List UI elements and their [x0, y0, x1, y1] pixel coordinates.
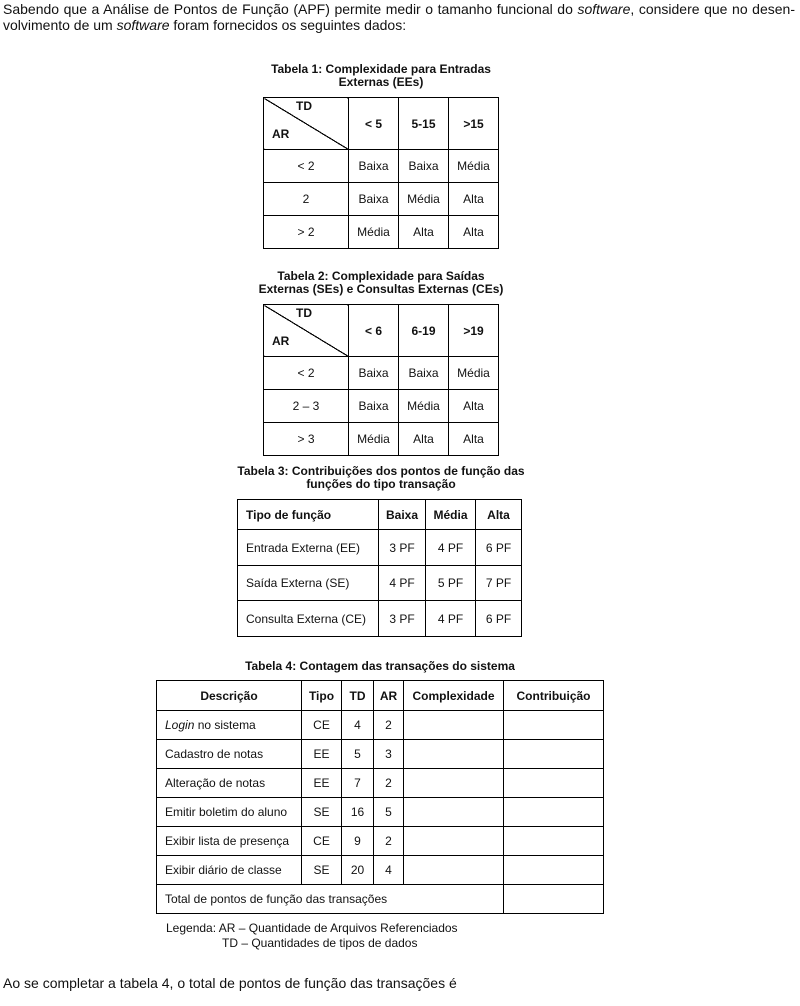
- table2-cell: Alta: [399, 423, 449, 456]
- table4-desc-text: Alteração de notas: [165, 776, 266, 790]
- table1-row: [264, 183, 499, 216]
- table3-cell: 3 PF: [379, 601, 426, 637]
- table4-cell-contribuicao: [504, 769, 604, 798]
- table2-row: [264, 390, 499, 423]
- table4-cell-descricao: [157, 740, 302, 769]
- table3-header: Baixa: [379, 500, 426, 530]
- table2-corner-ar: AR: [272, 334, 290, 348]
- table4-total-label: Total de pontos de função das transações: [157, 885, 504, 914]
- table4-header: Contribuição: [504, 681, 604, 711]
- table4-cell-tipo: EE: [302, 769, 342, 798]
- intro-text-3: foram fornecidos os seguintes dados:: [169, 17, 407, 33]
- intro-italic-software-1: software: [577, 1, 631, 17]
- table4-desc-text: no sistema: [194, 718, 256, 732]
- table2-cell: Baixa: [399, 357, 449, 390]
- table4-desc-text: Exibir lista de presença: [165, 834, 290, 848]
- table4-row: [157, 827, 604, 856]
- table2-col-header: 6-19: [399, 305, 449, 357]
- table1-cell: Alta: [449, 216, 499, 249]
- table3-cell-tipo: Consulta Externa (CE): [238, 601, 379, 637]
- table4-caption: Tabela 4: Contagem das transações do sistema: [245, 659, 515, 673]
- table1-cell: Média: [399, 183, 449, 216]
- table2-col-header: >19: [449, 305, 499, 357]
- table3-caption-line2: funções do tipo transação: [306, 477, 456, 491]
- table4-cell-ar: 2: [374, 827, 404, 856]
- table4-desc-text: Emitir boletim do aluno: [165, 805, 288, 819]
- table4-cell-ar: 2: [374, 769, 404, 798]
- table3-caption-line1: Tabela 3: Contribuições dos pontos de função das: [237, 464, 525, 478]
- table2-caption-line2: Externas (SEs) e Consultas Externas (CEs): [258, 282, 504, 296]
- table3-cell: 6 PF: [476, 601, 522, 637]
- table4-cell-ar: 2: [374, 711, 404, 740]
- table4-header: TD: [342, 681, 374, 711]
- question-text: Ao se completar a tabela 4, o total de pontos de função das transações é: [3, 975, 457, 991]
- table4-cell-ar: 3: [374, 740, 404, 769]
- table4-desc-italic: Login: [165, 718, 195, 732]
- table2-row-ar: > 3: [264, 423, 349, 456]
- table4-header: Tipo: [302, 681, 342, 711]
- table2-cell: Baixa: [349, 390, 399, 423]
- table1-corner-ar: AR: [272, 127, 290, 141]
- table3-header: Média: [426, 500, 476, 530]
- table4-cell-contribuicao: [504, 798, 604, 827]
- table1-row-ar: > 2: [264, 216, 349, 249]
- table4-cell-tipo: SE: [302, 798, 342, 827]
- table4-cell-complexidade: [404, 769, 504, 798]
- table2-cell: Baixa: [349, 357, 399, 390]
- table4-cell-complexidade: [404, 856, 504, 885]
- table3-row: [238, 601, 522, 637]
- table4-total-row: [157, 885, 604, 914]
- table2-row: [264, 357, 499, 390]
- table1: [263, 97, 499, 249]
- table4-cell-descricao: [157, 856, 302, 885]
- table4-cell-td: 7: [342, 769, 374, 798]
- table4-row: [157, 711, 604, 740]
- legend-line1: Legenda: AR – Quantidade de Arquivos Referenciados: [166, 921, 458, 935]
- table2-row-ar: < 2: [264, 357, 349, 390]
- table1-row: [264, 150, 499, 183]
- table4-cell-td: 20: [342, 856, 374, 885]
- table4-desc-text: Exibir diário de classe: [165, 863, 282, 877]
- table4-cell-descricao: [157, 769, 302, 798]
- table4-row: [157, 740, 604, 769]
- table3-row: [238, 566, 522, 601]
- table1-cell: Alta: [449, 183, 499, 216]
- table4-cell-td: 4: [342, 711, 374, 740]
- table3-header: Alta: [476, 500, 522, 530]
- intro-text-1: Sabendo que a Análise de Pontos de Função (APF) permite medir o tamanho funcional do: [3, 1, 578, 17]
- table4-cell-complexidade: [404, 798, 504, 827]
- table4-cell-descricao: [157, 827, 302, 856]
- table4-row: [157, 856, 604, 885]
- table4-cell-ar: 5: [374, 798, 404, 827]
- table1-cell: Baixa: [349, 150, 399, 183]
- table3-caption: [236, 465, 526, 491]
- intro-text-2: , considere que no desen- volvimento de um: [3, 1, 795, 33]
- table4-cell-complexidade: [404, 827, 504, 856]
- table4-cell-td: 5: [342, 740, 374, 769]
- table4-cell-td: 9: [342, 827, 374, 856]
- table4-total-value: [504, 885, 604, 914]
- intro-paragraph: [3, 1, 795, 33]
- table4-cell-tipo: EE: [302, 740, 342, 769]
- table2-cell: Alta: [449, 423, 499, 456]
- table3: [237, 499, 522, 637]
- table2-corner-cell: [264, 305, 349, 357]
- table1-corner-td: TD: [296, 99, 312, 113]
- table4-cell-descricao: [157, 798, 302, 827]
- table4-header: Descrição: [157, 681, 302, 711]
- table3-cell: 4 PF: [426, 530, 476, 566]
- table3-row: [238, 530, 522, 566]
- table2-cell: Média: [449, 357, 499, 390]
- table4-cell-descricao: [157, 711, 302, 740]
- table2-cell: Média: [349, 423, 399, 456]
- table2-caption-line1: Tabela 2: Complexidade para Saídas: [277, 269, 485, 283]
- table2-cell: Alta: [449, 390, 499, 423]
- table4-cell-contribuicao: [504, 856, 604, 885]
- table3-cell: 3 PF: [379, 530, 426, 566]
- table4-cell-ar: 4: [374, 856, 404, 885]
- table4-header: AR: [374, 681, 404, 711]
- table3-cell: 6 PF: [476, 530, 522, 566]
- table1-cell: Baixa: [349, 183, 399, 216]
- table4-row: [157, 769, 604, 798]
- table2-cell: Média: [399, 390, 449, 423]
- table2-row: [264, 423, 499, 456]
- table3-cell: 5 PF: [426, 566, 476, 601]
- table4: [156, 680, 604, 914]
- table4-cell-tipo: SE: [302, 856, 342, 885]
- table1-caption: [263, 63, 499, 89]
- table1-cell: Média: [349, 216, 399, 249]
- table1-row-ar: < 2: [264, 150, 349, 183]
- table2-col-header: < 6: [349, 305, 399, 357]
- table4-cell-complexidade: [404, 740, 504, 769]
- table1-col-header: 5-15: [399, 98, 449, 150]
- table1-col-header: >15: [449, 98, 499, 150]
- table1-row: [264, 216, 499, 249]
- table4-cell-td: 16: [342, 798, 374, 827]
- table1-row-ar: 2: [264, 183, 349, 216]
- table2-row-ar: 2 – 3: [264, 390, 349, 423]
- table1-caption-line1: Tabela 1: Complexidade para Entradas: [271, 62, 491, 76]
- table4-cell-tipo: CE: [302, 711, 342, 740]
- table4-cell-complexidade: [404, 711, 504, 740]
- table3-header: Tipo de função: [238, 500, 379, 530]
- table1-caption-line2: Externas (EEs): [338, 75, 424, 89]
- table3-cell-tipo: Entrada Externa (EE): [238, 530, 379, 566]
- table1-cell: Baixa: [399, 150, 449, 183]
- table4-desc-text: Cadastro de notas: [165, 747, 264, 761]
- table4-row: [157, 798, 604, 827]
- table1-corner-cell: [264, 98, 349, 150]
- table3-cell: 4 PF: [379, 566, 426, 601]
- table3-cell: 4 PF: [426, 601, 476, 637]
- table4-cell-contribuicao: [504, 740, 604, 769]
- table1-col-header: < 5: [349, 98, 399, 150]
- legend-line2: TD – Quantidades de tipos de dados: [222, 936, 418, 950]
- table1-cell: Alta: [399, 216, 449, 249]
- table4-cell-contribuicao: [504, 827, 604, 856]
- table2-corner-td: TD: [296, 306, 312, 320]
- table4-cell-tipo: CE: [302, 827, 342, 856]
- table3-cell: 7 PF: [476, 566, 522, 601]
- table2-caption: [243, 270, 519, 296]
- table3-cell-tipo: Saída Externa (SE): [238, 566, 379, 601]
- table1-cell: Média: [449, 150, 499, 183]
- intro-italic-software-2: software: [116, 17, 170, 33]
- table2: [263, 304, 499, 456]
- table4-header: Complexidade: [404, 681, 504, 711]
- table4-cell-contribuicao: [504, 711, 604, 740]
